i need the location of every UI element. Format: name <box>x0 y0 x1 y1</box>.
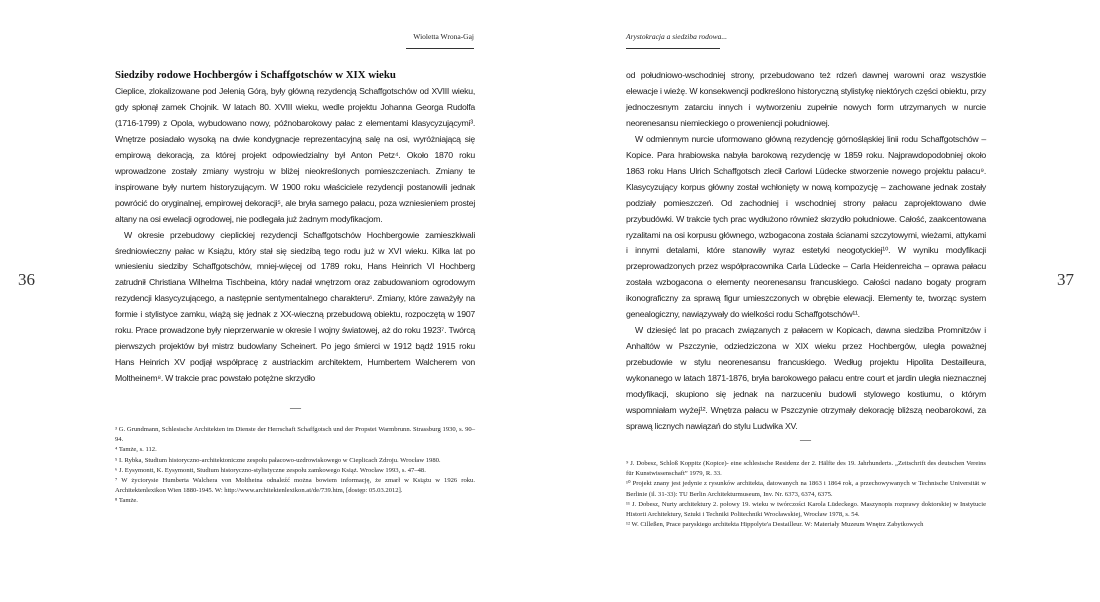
footnote: ⁷ W życiorysie Humberta Walchera von Moltheina odnaleźć można bowiem informację, że zmarł w Książu w 1926 roku. Architektenlexikon Wien 1880-1945. W: http://www.architektenlexikon.at/de/739.htm, [dostęp: 05.03.2012]. <box>115 477 475 495</box>
running-head-rule <box>406 48 474 49</box>
footnote: ⁶ J. Eysymontt, K. Eysymontt, Studium historyczno-stylistyczne zespołu zamkowego Książ. Wrocław 1993, s. 47–48. <box>115 466 426 474</box>
footnotes <box>115 425 475 507</box>
footnote: ¹² W. Cilleßen, Prace paryskiego architekta Hippolyte'a Destailleur. W: Materiały Muzeum Wnętrz Zabytkowych <box>626 521 924 529</box>
footnote: ⁸ Tamże. <box>115 497 138 505</box>
footnote: ⁹ J. Dobesz, Schloß Koppitz (Kopice)- eine schlesische Residenz der 2. Hälfte des 19. Jahrhunderts. „Zeitschrift des deutschen Vereins für Kunstwissenschaft” 1979, R. 33. <box>626 460 986 478</box>
body-text <box>626 68 986 435</box>
footnotes <box>626 459 986 530</box>
footnote: ⁴ Tamże, s. 112. <box>115 446 157 454</box>
running-head-rule <box>626 48 720 49</box>
running-head: Arystokracja a siedziba rodowa... <box>626 32 727 41</box>
footnote-divider: — <box>290 402 301 414</box>
footnote-divider: — <box>800 434 811 446</box>
section-heading: Siedziby rodowe Hochbergów i Schaffgotschów w XIX wieku <box>115 69 396 81</box>
main-text <box>626 68 986 435</box>
paragraph: Cieplice, zlokalizowane pod Jelenią Górą, były główną rezydencją Schaffgotschów od XVIII wieku, gdy spłonął zamek Chojnik. W latach 80. XVIII wieku, wedle projektu Johanna Georga Rudolfa (1716-1799) z Opola, wybudowano nowy, późnobarokowy pałac z elementami klasycyzującymi³. Wnętrze posiadało wysoką na dwie kondygnacje reprezentacyjną salę na osi, wyróżniającą się empirową dekoracją, za której projekt odpowiedzialny był Anton Petz⁴. Około 1870 roku wprowadzone zostały zmiany wystroju w bliżej nieokreślonych pomieszczeniach. Zmiany te inspirowane były nurtem historyzującym. W 1900 roku właściciele rezydencji postanowili jednak powrócić do oryginalnej, empirowej dekoracji⁵, ale bryła samego pałacu, poza wzniesieniem prostej altany na osi ewelacji ogrodowej, nie podlegała już żadnym modyfikacjom. <box>115 86 475 224</box>
footnote: ¹⁰ Projekt znany jest jedynie z rysunków architekta, datowanych na 1863 i 1864 rok, a przechowywanych w Technische Universität w Berlinie (il. 31-33): TU Berlin Architekturmuseum, Inv. Nr. 6373, 6374, 6375. <box>626 480 986 498</box>
running-head: Wioletta Wrona-Gaj <box>413 32 474 41</box>
body-text <box>115 84 475 387</box>
paragraph: od południowo-wschodniej strony, przebudowano też rdzeń dawnej warowni oraz wszystkie elewacje i wieżę. W konsekwencji podkreślono historyczną stylistykę niektórych części obiektu, przy jednoczesnym zatarciu innych i wytworzeniu zupełnie nowych form utrzymanych w nurcie neorenesansu niemieckiego o proweniencji południowej. <box>626 70 986 128</box>
paragraph: W dziesięć lat po pracach związanych z pałacem w Kopicach, dawna siedziba Promnitzów i Anhaltów w Pszczynie, odziedziczona w XIX wieku przez Hochbergów, uległa poważnej przebudowie w stylu neorenesansu francuskiego. Według projektu Hipolita Destailleura, wykonanego w latach 1871-1876, bryła barokowego pałacu entre court et jardin uległa nieznacznej modyfikacji, skupiono się jednak na narzuceniu budowli stylowego kostiumu, o którym wspomniałam wyżej¹². Wnętrza pałacu w Pszczynie otrzymały dekorację bliższą neobarokowi, za sprawą licznych nawiązań do stylu Ludwika XV. <box>626 325 986 431</box>
paragraph: W okresie przebudowy cieplickiej rezydencji Schaffgotschów Hochbergowie zamieszkiwali średniowieczny pałac w Książu, który stał się siedzibą tego rodu już w XVI wieku. Kilka lat po wniesieniu siedziby Schaffgotschów, mniej-więcej od 1789 roku, Hans Heinrich VI Hochberg zatrudnił Christiana Wilhelma Tischbeina, który nadał wnętrzom oraz zabudowaniom ogrodowym rezydencji klasycyzującego, a następnie sentymentalnego charakteru⁶. Zmiany, które zaważyły na formie i stylistyce zamku, wiążą się jednak z XX-wieczną przebudową obiektu, rozpoczętą w 1907 roku. Prace prowadzone były nieprzerwanie w okresie I wojny światowej, aż do roku 1923⁷. Twórcą pierwszych projektów był mistrz budowlany Scheinert. Po jego śmierci w 1912 bądź 1915 roku Hans Heinrich XV podjął współpracę z austriackim architektem, Humbertem Walcherem von Moltheinem⁸. W trakcie prac powstało potężne skrzydło <box>115 229 475 384</box>
page-number: 37 <box>1057 270 1074 289</box>
footnote: ³ G. Grundmann, Schlesische Architekten im Dienste der Herrschaft Schaffgotsch und der Propstei Warmbrunn. Strassburg 1930, s. 90–94. <box>115 426 475 444</box>
footnote: ⁵ I. Rybka, Studium historyczno-architektoniczne zespołu pałacowo-uzdrowiskowego w Cieplicach Zdroju. Wrocław 1980. <box>115 456 441 464</box>
page-number: 36 <box>18 270 35 289</box>
right-page <box>550 0 1100 602</box>
paragraph: W odmiennym nurcie uformowano główną rezydencję górnośląskiej linii rodu Schaffgotschów – Kopice. Para hrabiowska nabyła barokową rezydencję w 1859 roku. Najprawdopodobniej około 1863 roku Hans Ulrich Schaffgotsch zlecił Carlowi Lüdecke stworzenie nowego projektu pałacu⁹. Klasycyzujący korpus główny został wchłonięty w nową kompozycję – zachowane jednak zostały podziały pomieszczeń. Od zachodniej i wschodniej strony pałacu zaprojektowano dwie przybudówki. W trakcie tych prac wydłużono również skrzydło południowe. Całość, zaakcentowana ryzalitami na osi korpusu głównego, wzbogacona została ścianami szczytowymi, wieżami, attykami i innymi detalami, które stanowiły wyraz estetyki neogotyckiej¹⁰. W wyniku modyfikacji przeprowadzonych przez współpracownika Carla Lüdecke – Carla Heidenreicha – oprawa pałacu została wzbogacona o elementy neorenesansu francuskiego. Całości nadano bogaty program ikonograficzny za sprawą figur umieszczonych w obrębie elewacji. Elementy te, tworząc system genealogiczny, nawiązywały do wielkości rodu Schaffgotschów¹¹. <box>626 133 986 320</box>
footnote: ¹¹ J. Dobesz, Nurty architektury 2. połowy 19. wieku w twórczości Karola Lüdeckego. Maszynopis rozprawy doktorskiej w Instytucie Historii Architektury, Sztuki i Techniki Politechniki Wrocławskiej, Wrocław 1978, s. 54. <box>626 500 986 519</box>
main-text <box>115 68 475 387</box>
